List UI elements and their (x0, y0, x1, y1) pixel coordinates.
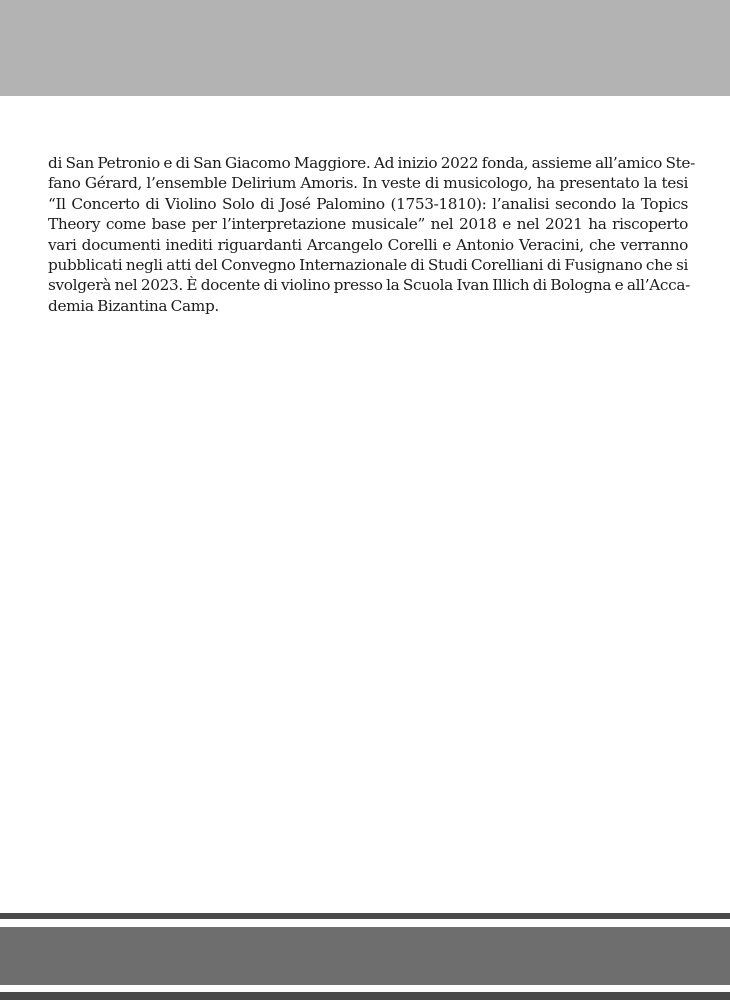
header-band (0, 0, 730, 96)
biography-paragraph (48, 153, 695, 316)
text-line: svolgerà nel 2023. È docente di violino presso la Scuola Ivan Illich di Bologna e all’Acca- (48, 276, 690, 295)
footer-band (0, 927, 730, 985)
text-line: di San Petronio e di San Giacomo Maggiore. Ad inizio 2022 fonda, assieme all’amico Ste- (48, 154, 695, 172)
footer-stripe-bottom (0, 992, 730, 1000)
text-line: fano Gérard, l’ensemble Delirium Amoris. In veste di musicologo, ha presentato la tesi (48, 174, 688, 193)
footer-gap-bottom (0, 985, 730, 992)
text-line: vari documenti inediti riguardanti Arcangelo Corelli e Antonio Veracini, che verranno (48, 235, 688, 254)
text-line: pubblicati negli atti del Convegno Internazionale di Studi Corelliani di Fusignano che si (48, 255, 688, 274)
footer-gap-top (0, 919, 730, 927)
text-line: Theory come base per l’interpretazione musicale” nel 2018 e nel 2021 ha riscoperto (48, 215, 688, 234)
text-line: “Il Concerto di Violino Solo di José Palomino (1753-1810): l’analisi secondo la Topics (48, 194, 688, 213)
text-line-last: demia Bizantina Camp. (48, 296, 219, 315)
